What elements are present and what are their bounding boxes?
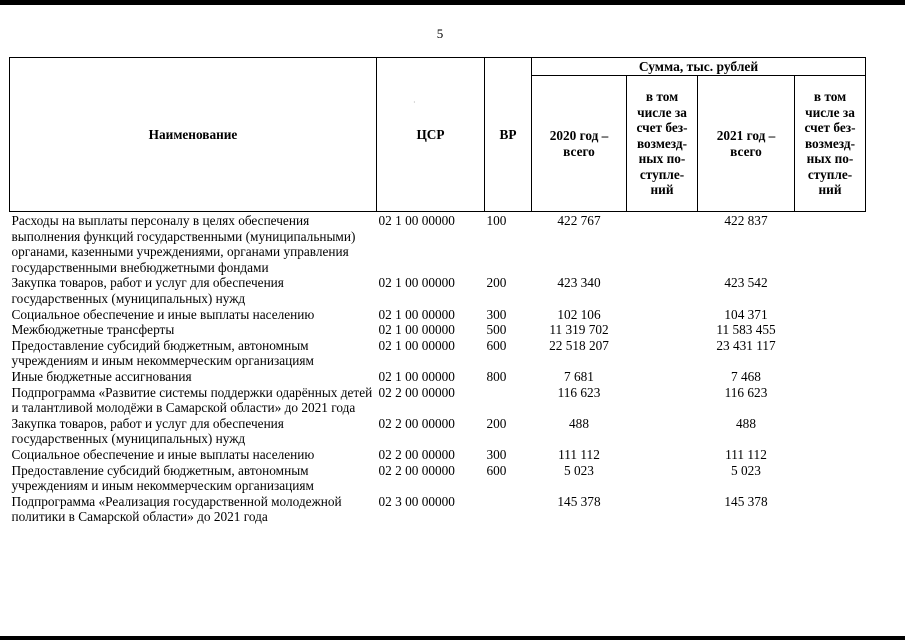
cell-total-2020: 423 340 [557,275,601,291]
header-total-2020: 2020 год – всего [532,76,627,212]
cell-total-2020: 116 623 [557,384,601,400]
cell-grants-2021 [795,494,866,525]
cell-total-2021: 104 371 [724,306,768,322]
cell-grants-2021 [795,463,866,494]
cell-vr: 200 [486,415,507,431]
cell-grants-2020 [627,385,698,416]
header-vr: ВР [485,58,532,212]
cell-vr: 600 [486,337,507,353]
cell-name: Расходы на выплаты персоналу в целях обеспечения выполнения функций государственными (муниципальными) органами, казенными учреждениями, органами управления государственными внебюджетными фондами [11,213,356,275]
cell-total-2021: 488 [736,415,756,431]
cell-total-2020: 22 518 207 [549,337,609,353]
cell-grants-2020 [627,463,698,494]
cell-vr: 500 [486,322,507,338]
cell-vr: 600 [486,462,507,478]
cell-grants-2020 [627,212,698,276]
cell-grants-2020 [627,369,698,385]
cell-grants-2021 [795,385,866,416]
scan-speck: · [413,98,416,107]
cell-grants-2021 [795,307,866,323]
cell-total-2020: 7 681 [564,368,594,384]
cell-total-2021: 7 468 [731,368,761,384]
cell-vr: 300 [486,306,507,322]
cell-total-2021: 23 431 117 [716,337,776,353]
cell-vr: 200 [486,275,507,291]
cell-csr: 02 1 00 00000 [378,337,455,353]
cell-csr: 02 2 00 00000 [378,415,455,431]
header-grants-2021: в том числе за счет без-возмезд-ных по-ступле-ний [795,76,866,212]
cell-name: Межбюджетные трансферты [11,322,175,338]
table-row [10,275,866,306]
cell-grants-2021 [795,369,866,385]
cell-grants-2021 [795,322,866,338]
cell-name: Предоставление субсидий бюджетным, автономным учреждениям и иным некоммерческим организациям [11,462,314,494]
header-sum: Сумма, тыс. рублей [532,58,866,76]
cell-name: Подпрограмма «Реализация государственной молодежной политики в Самарской области» до 2021 года [11,493,342,525]
cell-total-2020: 488 [569,415,589,431]
cell-total-2020: 11 319 702 [549,322,609,338]
cell-csr: 02 2 00 00000 [378,384,455,400]
cell-grants-2020 [627,307,698,323]
cell-csr: 02 1 00 00000 [378,275,455,291]
cell-csr: 02 3 00 00000 [378,493,455,509]
cell-total-2021: 423 542 [724,275,768,291]
table-row [10,369,866,385]
header-grants-2020: в том числе за счет без-возмезд-ных по-ступле-ний [627,76,698,212]
cell-total-2020: 5 023 [564,462,594,478]
cell-name: Социальное обеспечение и иные выплаты населению [11,446,315,462]
cell-grants-2021 [795,338,866,369]
table-row [10,338,866,369]
cell-grants-2021 [795,447,866,463]
cell-name: Социальное обеспечение и иные выплаты населению [11,306,315,322]
cell-total-2020: 145 378 [557,493,601,509]
cell-grants-2020 [627,416,698,447]
cell-csr: 02 2 00 00000 [378,446,455,462]
cell-name: Иные бюджетные ассигнования [11,368,192,384]
cell-vr: 100 [486,213,507,228]
cell-total-2021: 145 378 [724,493,768,509]
cell-csr: 02 1 00 00000 [378,213,455,228]
header-total-2021: 2021 год – всего [698,76,795,212]
cell-grants-2020 [627,275,698,306]
cell-total-2020: 422 767 [557,213,601,228]
cell-grants-2021 [795,275,866,306]
top-border [0,0,905,5]
cell-total-2020: 111 112 [558,446,600,462]
cell-grants-2020 [627,447,698,463]
table-row [10,447,866,463]
cell-name: Подпрограмма «Развитие системы поддержки одарённых детей и талантливой молодёжи в Самарской области» до 2021 года [11,384,373,416]
table-row [10,463,866,494]
cell-name: Закупка товаров, работ и услуг для обеспечения государственных (муниципальных) нужд [11,415,284,447]
cell-csr: 02 1 00 00000 [378,306,455,322]
cell-csr: 02 1 00 00000 [378,322,455,338]
table-row [10,385,866,416]
cell-total-2021: 422 837 [724,213,768,228]
header-csr: ЦСР [377,58,485,212]
cell-vr: 300 [486,446,507,462]
cell-vr [485,494,532,525]
cell-name: Закупка товаров, работ и услуг для обеспечения государственных (муниципальных) нужд [11,275,284,306]
bottom-border [0,636,905,640]
cell-name: Предоставление субсидий бюджетным, автономным учреждениям и иным некоммерческим организациям [11,337,314,369]
page-number: 5 [436,26,444,41]
cell-grants-2021 [795,212,866,276]
cell-vr [485,385,532,416]
cell-grants-2020 [627,338,698,369]
cell-grants-2020 [627,494,698,525]
table-row [10,307,866,323]
cell-csr: 02 2 00 00000 [378,462,455,478]
cell-total-2021: 11 583 455 [716,322,776,338]
cell-total-2020: 102 106 [557,306,601,322]
cell-total-2021: 111 112 [725,446,767,462]
cell-csr: 02 1 00 00000 [378,368,455,384]
cell-vr: 800 [486,368,507,384]
table-row [10,212,866,276]
cell-total-2021: 116 623 [724,384,768,400]
header-name: Наименование [10,58,377,212]
budget-table [9,57,866,525]
table-row [10,494,866,525]
cell-grants-2021 [795,416,866,447]
table-row [10,416,866,447]
cell-grants-2020 [627,322,698,338]
table-row [10,322,866,338]
cell-total-2021: 5 023 [731,462,761,478]
